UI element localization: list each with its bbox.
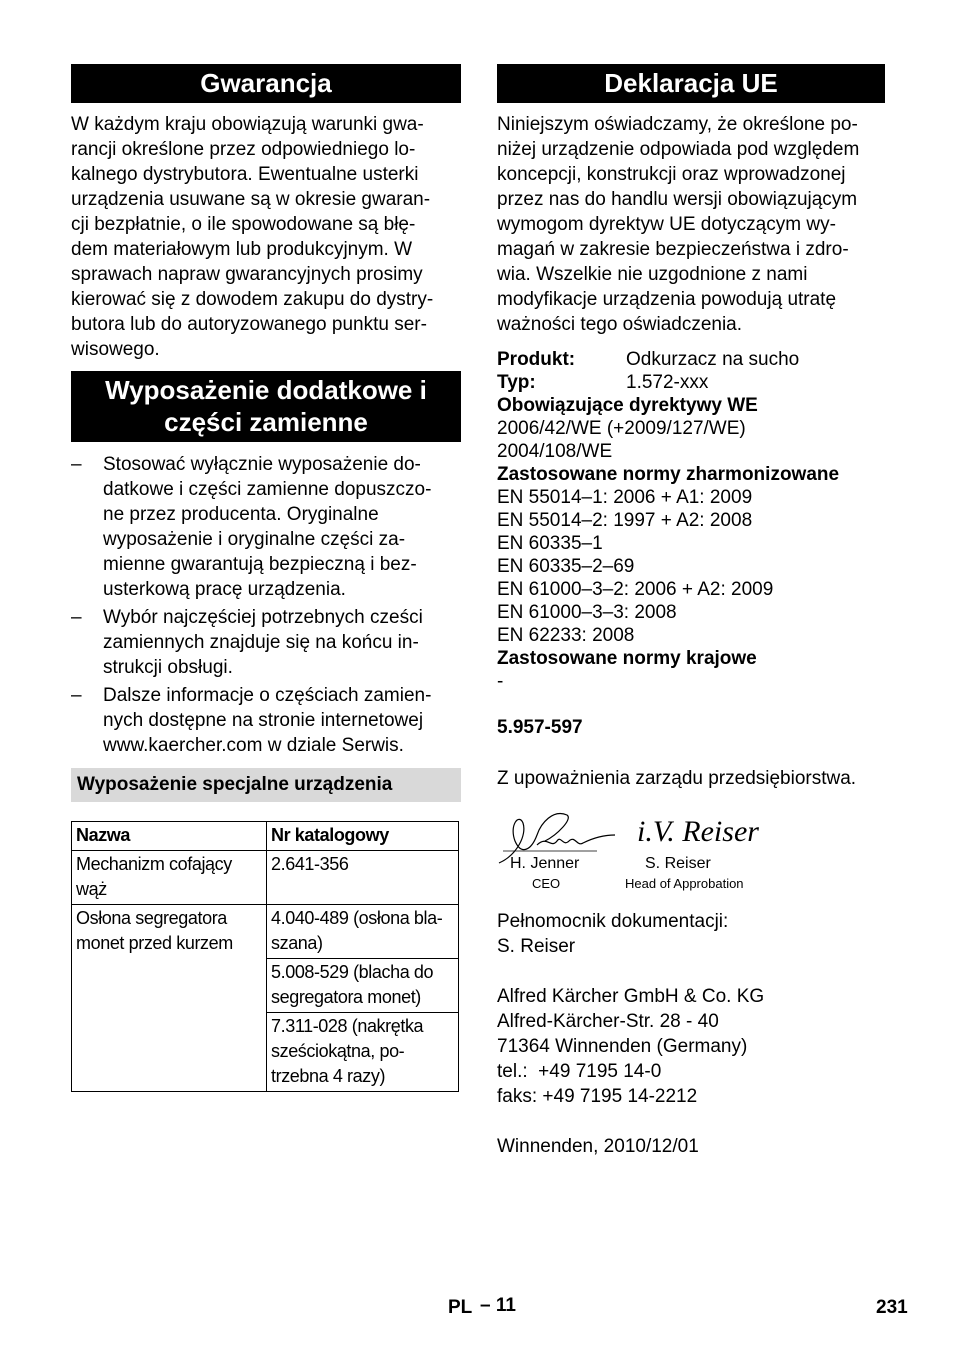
accessories-list (71, 452, 461, 758)
address-block: Alfred Kärcher GmbH & Co. KG Alfred-Kärcher-Str. 28 - 40 71364 Winnenden (Germany) tel.: +49 7195 14-0 faks: +49 7195 14-2212 (497, 986, 765, 1107)
warranty-heading: Gwarancja (71, 64, 461, 103)
page-number: 231 (876, 1297, 908, 1318)
signer2-role: Head of Approbation (625, 876, 744, 891)
list-item: – Stosować wyłącznie wyposażenie do- datkowe i części zamienne dopuszczo- ne przez producenta. Oryginalne wyposażenie i oryginalne części za- mienne gwarantują bezpieczną i bez- usterkową pracę urządzenia. (71, 454, 432, 600)
directives-label: Obowiązujące dyrektywy WE (497, 395, 758, 416)
warranty-text: W każdym kraju obowiązują warunki gwa- rancji określone przez odpowiedniego lo- kalnego dystrybutora. Ewentualne usterki urządzenia usuwane są w okresie gwaran- cji bezpłatnie, o ile spowodowane są błę- dem materiałowym lub produkcyjnym. W sprawach napraw gwarancyjnych prosimy kierować się z dowodem zakupu do dystry- butora lub do autoryzowanego punktu ser- wisowego. (71, 114, 434, 360)
list-item: – Dalsze informacje o częściach zamien- nych dostępne na stronie internetowej www.kaercher.com w dziale Serwis. (71, 685, 432, 756)
proxy-block: Pełnomocnik dokumentacji: S. Reiser (497, 911, 729, 957)
svg-text:i.V. Reiser: i.V. Reiser (637, 815, 759, 848)
accessories-heading: Wyposażenie dodatkowe i części zamienne (71, 371, 461, 442)
declaration-intro: Niniejszym oświadczamy, że określone po- niżej urządzenie odpowiada pod względem koncepcji, konstrukcji oraz wprowadzonej przez nas do handlu wersji obowiązującym wymogom dyrektyw UE dotyczącym wy- magań w zakresie bezpieczeństwa i zdro- wia. Wszelkie nie uzgodnione z nami modyfikacje urządzenia powodują utratę ważności tego oświadczenia. (497, 114, 860, 335)
table-cell-name: Osłona segregatora monet przed kurzem (72, 905, 267, 1092)
signer1-role: CEO (532, 876, 561, 891)
signature-reiser (635, 811, 759, 851)
authorization-text: Z upoważnienia zarządu przedsiębiorstwa. (497, 768, 857, 789)
table-header-name: Nazwa (72, 822, 267, 851)
national-value: - (497, 671, 504, 692)
table-header-number: Nr katalogowy (267, 822, 459, 851)
table-row (72, 851, 459, 905)
table-cell-number: 5.008-529 (blacha do segregatora monet) (267, 959, 459, 1013)
signer1-name: H. Jenner (510, 855, 580, 872)
signatures (497, 803, 885, 891)
table-cell-number: 7.311-028 (nakrętka sześciokątna, po- trzebna 4 razy) (267, 1013, 459, 1092)
special-equipment-heading: Wyposażenie specjalne urządzenia (71, 768, 461, 802)
table-header-row (72, 822, 459, 851)
special-equipment-table (71, 821, 459, 1092)
list-item: – Wybór najczęściej potrzebnych cześci zamiennych znajduje się na końcu in- strukcji obsługi. (71, 607, 423, 678)
declaration-heading: Deklaracja UE (497, 64, 885, 103)
signer2-name: S. Reiser (645, 855, 711, 872)
declaration-details: Produkt: Odkurzacz na sucho Typ: 1.572-xxx Obowiązujące dyrektywy WE 2006/42/WE (+2009/127/WE) 2004/108/WE Zastosowane normy zharmonizowane EN 55014–1: 2006 + A1: 2009 EN 55014–2: 1997 + A2: 2008 EN 60335–1 EN 60335–2–69 EN 61000–3–2: 2006 + A2: 2009 EN 61000–3–3: 2008 EN 62233: 2008 Zastosowane normy krajowe - 5.957-597 (497, 348, 885, 739)
table-cell-number: 2.641-356 (267, 851, 459, 905)
right-column (497, 64, 885, 1159)
product-row: Produkt: Odkurzacz na sucho (497, 349, 800, 370)
footer-local-page: – 11 (480, 1295, 516, 1316)
national-label: Zastosowane normy krajowe (497, 648, 757, 669)
type-row: Typ: 1.572-xxx (497, 372, 709, 393)
table-row (72, 905, 459, 959)
harmonized-label: Zastosowane normy zharmonizowane (497, 464, 840, 485)
table-cell-number: 4.040-489 (osłona bla- szana) (267, 905, 459, 959)
document-number: 5.957-597 (497, 717, 583, 738)
table-cell-name: Mechanizm cofający wąż (72, 851, 267, 905)
footer-language: PL (448, 1297, 473, 1318)
place-date: Winnenden, 2010/12/01 (497, 1136, 699, 1157)
left-column (71, 64, 461, 1092)
